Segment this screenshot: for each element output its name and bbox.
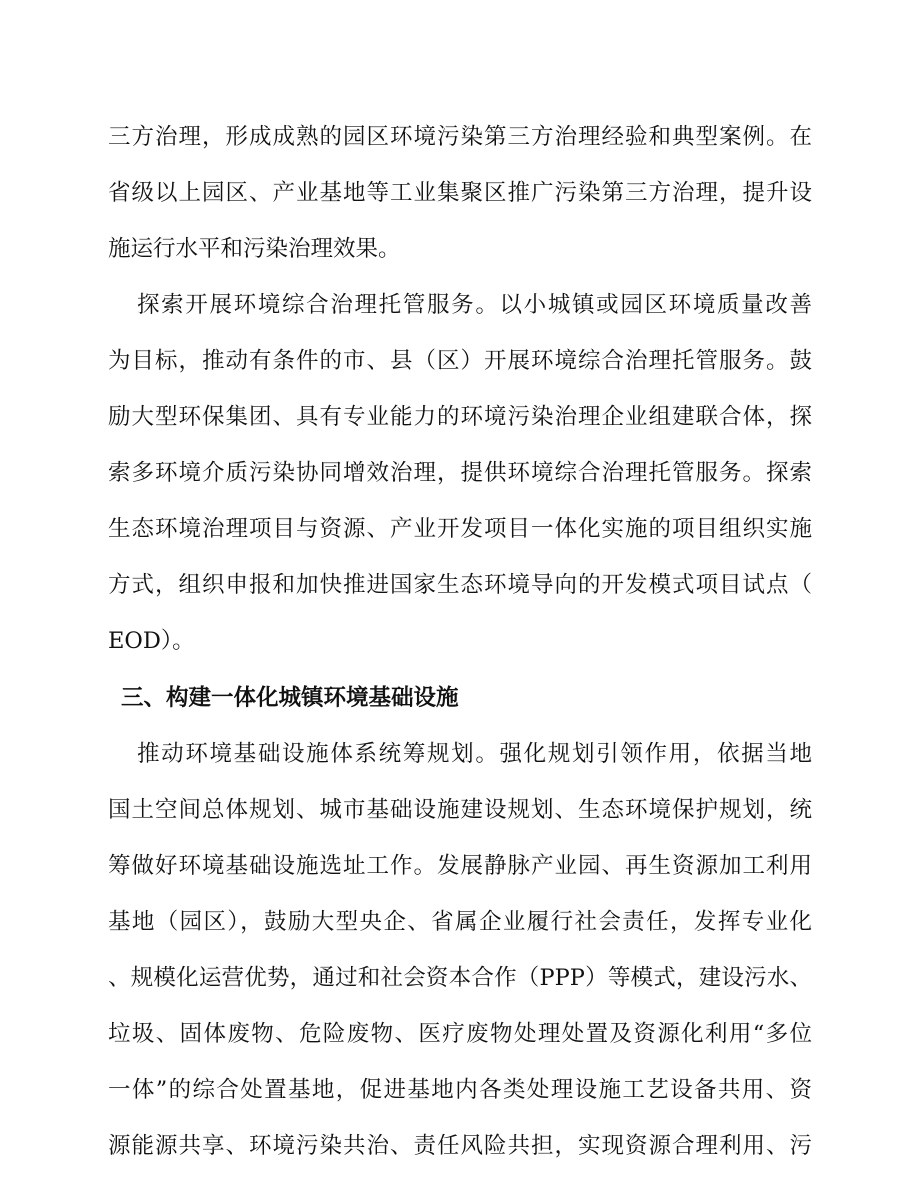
- paragraph-3-line-3: 筹做好环境基础设施选址工作。发展静脉产业园、再生资源加工利用: [108, 853, 812, 879]
- paragraph-3-line-8: 源能源共享、环境污染共治、责任风险共担，实现资源合理利用、污: [108, 1133, 812, 1159]
- paragraph-1-line-1: 三方治理，形成成熟的园区环境污染第三方治理经验和典型案例。在: [108, 124, 812, 150]
- paragraph-3-line-4: 基地（园区），鼓励大型央企、省属企业履行社会责任，发挥专业化: [108, 909, 812, 935]
- paragraph-3-line-6: 垃圾、固体废物、危险废物、医疗废物处理处置及资源化利用“多位: [108, 1021, 812, 1047]
- section-heading: 三、构建一体化城镇环境基础设施: [121, 685, 459, 711]
- paragraph-1-line-2: 省级以上园区、产业基地等工业集聚区推广污染第三方治理，提升设: [108, 180, 812, 206]
- paragraph-2-line-3: 励大型环保集团、具有专业能力的环境污染治理企业组建联合体，探: [108, 404, 812, 430]
- paragraph-2-line-6: 方式，组织申报和加快推进国家生态环境导向的开发模式项目试点（: [108, 572, 812, 598]
- paragraph-2-line-2: 为目标，推动有条件的市、县（区）开展环境综合治理托管服务。鼓: [108, 348, 812, 374]
- paragraph-2-line-4: 索多环境介质污染协同增效治理，提供环境综合治理托管服务。探索: [108, 460, 812, 486]
- paragraph-3-line-1: 推动环境基础设施体系统筹规划。强化规划引领作用，依据当地: [137, 741, 812, 767]
- paragraph-2-line-5: 生态环境治理项目与资源、产业开发项目一体化实施的项目组织实施: [108, 516, 812, 542]
- paragraph-2-line-1: 探索开展环境综合治理托管服务。以小城镇或园区环境质量改善: [137, 292, 812, 318]
- paragraph-1-line-3: 施运行水平和污染治理效果。: [108, 236, 401, 262]
- paragraph-3-line-7: 一体”的综合处置基地，促进基地内各类处理设施工艺设备共用、资: [108, 1077, 812, 1103]
- paragraph-2-line-7: EOD）。: [108, 628, 195, 654]
- paragraph-3-line-5: 、规模化运营优势，通过和社会资本合作（PPP）等模式，建设污水、: [108, 965, 812, 991]
- paragraph-3-line-2: 国土空间总体规划、城市基础设施建设规划、生态环境保护规划，统: [108, 797, 812, 823]
